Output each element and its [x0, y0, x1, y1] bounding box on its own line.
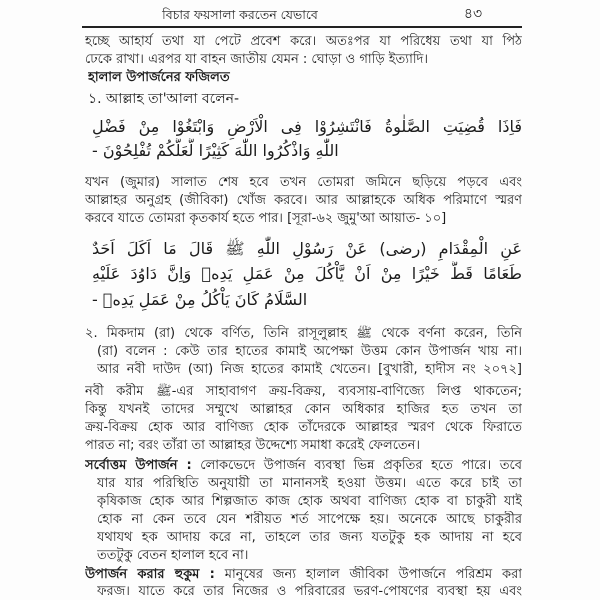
paragraph-line: কৃষিকাজ হোক আর শিল্পজাত কাজ হোক অথবা বাণিজ্য হোক বা চাকুরী যাই [97, 494, 522, 509]
page-number: ৪৩ [463, 6, 483, 22]
earning-ruling-first-line-text: মানুষের জন্য হালাল জীবিকা উপার্জনে পরিশ্রম করা [224, 567, 522, 582]
hadith-arabic-line: طَعَامًا قَطُّ خَيْرًا مِنْ اَنْ يَّاْكُلَ مِنْ عَمَلِ يَدِهٖ وَاِنَّ دَاوُدَ عَلَيْهِ [92, 264, 522, 283]
intro-line: ঢেকে রাখা। এরপর যা বাহন জাতীয় যেমন : ঘোড়া ও গাড়ি ইত্যাদি। [85, 52, 429, 67]
paragraph-line: পারত না; বরং তাঁরা তা আল্লাহর উদ্দেশ্যে সমাধা করেই ফেলতেন। [85, 438, 421, 453]
paragraph-line: কিন্তু যখনই তাদের সম্মুখে আল্লাহর কোন অধিকার হাজির হত তখন তা [85, 402, 522, 417]
paragraph-line: ততটুকু বেতন হালাল হবে না। [97, 548, 249, 563]
hadith-translation-line: ২. মিকদাম (রা) থেকে বর্ণিত, তিনি রাসূলুল্লাহ ﷺ থেকে বর্ণনা করেন, তিনি [85, 326, 522, 341]
verse-translation-line: করবে যাতে তোমরা কৃতকার্য হতে পার। [সূরা-৬২ জুমু'আ আয়াত- ১০] [85, 211, 447, 226]
paragraph-line: নবী করীম ﷺ-এর সাহাবাগণ ক্রয়-বিক্রয়, ব্যবসায়-বাণিজ্যে লিপ্ত থাকতেন; [85, 384, 522, 399]
paragraph-line: হোক না কেন তবে যেন শরীয়ত শর্ত সাপেক্ষে হয়। অনেকে আছে চাকুরীর [97, 512, 522, 527]
earning-ruling-lead: উপার্জন করার হুকুম : [85, 567, 215, 582]
best-earning-first-line-text: লোকভেদে উপার্জন ব্যবস্থা ভিন্ন প্রকৃতির হতে পারে। তবে [200, 458, 522, 473]
paragraph-line: যার যার পরিস্থিতি অনুযায়ী তা মানানসই হওয়া উত্তম। এতে করে চাই তা [97, 476, 522, 491]
arabic-verse-line: فَاِذَا قُضِيَتِ الصَّلٰوةُ فَانْتَشِرُوْا فِى الْاَرْضِ وَابْتَغُوْا مِنْ فَضْلِ [92, 117, 522, 136]
arabic-verse-line: اللّٰهِ وَاذْكُرُوا اللّٰهَ كَثِيْرًا لَّعَلَّكُمْ تُفْلِحُوْنَ - [92, 141, 339, 160]
verse-translation-line: আল্লাহর অনুগ্রহ (জীবিকা) খোঁজ করবে। আর আল্লাহকে অধিক পরিমাণে স্মরণ [85, 193, 522, 208]
paragraph-line: ক্রয়-বিক্রয় হোক আর বাণিজ্য হোক তাঁদেরকে আল্লাহর স্মরণ থেকে ফিরাতে [85, 420, 522, 435]
best-earning-lead: সর্বোত্তম উপার্জন : [85, 458, 192, 473]
hadith-arabic-line: السَّلَامُ كَانَ يَاْكُلُ مِنْ عَمَلِ يَدِهٖ - [92, 290, 308, 309]
intro-line: হচ্ছে আহার্য তথা যা পেটে প্রবেশ করে। অতঃপর যা পরিধেয় তথা যা পিঠ [85, 34, 522, 49]
hadith-translation-line: আর নবী দাউদ (আ) নিজ হাতের কামাই খেতেন। [বুখারী, হাদীস নং ২০৭২] [97, 362, 522, 377]
hadith-arabic-line: عَنِ الْمِقْدَامِ (رضى) عَنْ رَسُوْلِ اللّٰهِ ﷺ قَالَ مَا اَكَلَ اَحَدٌ [92, 239, 522, 258]
running-header-title: বিচার ফয়সালা করতেন যেভাবে [162, 7, 318, 22]
verse-label: ১. আল্লাহ তা'আলা বলেন- [88, 91, 240, 107]
paragraph-line: যথাযথ হক আদায় করে না, তাহলে তার জন্য যতটুকু হক আদায় না হবে [97, 530, 522, 545]
header-rule [82, 26, 522, 28]
paragraph-line: ফরজ। যাতে করে তার নিজের ও পরিবারের ভরণ-পোষণের ব্যবস্থা হয় এবং [97, 584, 522, 599]
hadith-translation-line: (রা) বলেন : কেউ তার হাতের কামাই অপেক্ষা উত্তম কোন উপার্জন খায় না। [97, 344, 522, 359]
section-heading: হালাল উপার্জনের ফজিলত [88, 70, 230, 85]
earning-ruling-first-line [85, 566, 522, 584]
verse-translation-line: যখন (জুমার) সালাত শেষ হবে তখন তোমরা জমিনে ছড়িয়ে পড়বে এবং [85, 175, 522, 190]
best-earning-first-line [85, 457, 522, 475]
